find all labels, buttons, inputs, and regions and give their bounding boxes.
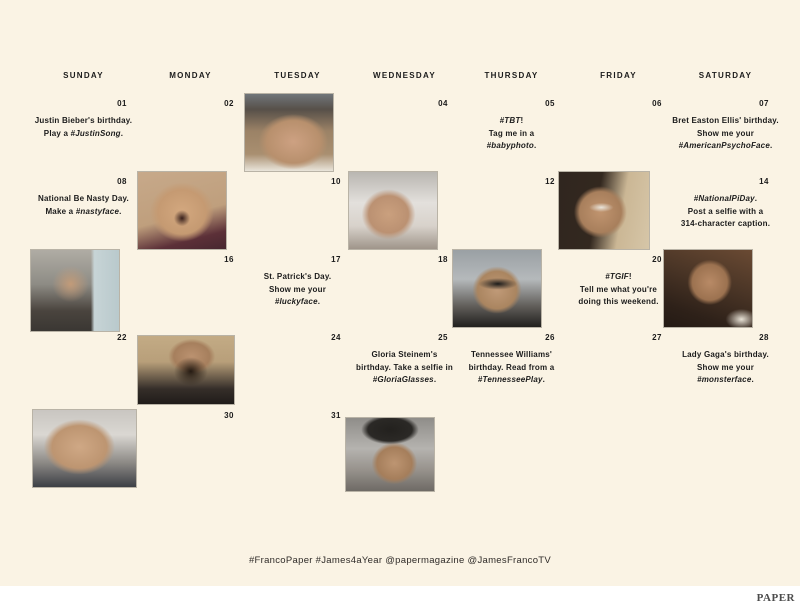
hashtag-text: #TBT bbox=[499, 116, 521, 125]
hashtag-text: #JustinSong bbox=[70, 128, 121, 138]
day-number: 16 bbox=[224, 255, 234, 264]
day-header-sunday: SUNDAY bbox=[63, 71, 104, 80]
caption-text: . bbox=[751, 375, 754, 384]
selfie-photo bbox=[663, 249, 753, 328]
caption-text: Post a selfie with a bbox=[687, 206, 764, 216]
day-number: 06 bbox=[652, 99, 662, 108]
calendar-cell-photo bbox=[351, 171, 458, 249]
caption-line bbox=[458, 362, 565, 375]
day-header-wednesday: WEDNESDAY bbox=[373, 71, 436, 80]
hashtag-text: #TennesseePlay bbox=[477, 375, 543, 384]
hashtag-text: #babyphoto bbox=[486, 141, 534, 150]
day-number: 12 bbox=[545, 177, 555, 186]
calendar-cell-18 bbox=[351, 249, 458, 327]
caption-text: Gloria Steinem's bbox=[371, 350, 438, 359]
caption-line bbox=[244, 284, 351, 297]
day-header-tuesday: TUESDAY bbox=[274, 71, 321, 80]
caption-line bbox=[672, 140, 779, 153]
day-number: 04 bbox=[438, 99, 448, 108]
caption-line bbox=[458, 140, 565, 153]
day-number: 28 bbox=[759, 333, 769, 342]
calendar-cell-04 bbox=[351, 93, 458, 171]
caption-text: . bbox=[754, 194, 758, 203]
caption-text: National Be Nasty Day. bbox=[38, 194, 129, 203]
calendar-cell-photo bbox=[351, 405, 458, 483]
day-header-friday: FRIDAY bbox=[600, 71, 637, 80]
selfie-photo bbox=[137, 335, 235, 405]
calendar-cell-photo bbox=[137, 171, 244, 249]
calendar-cell-07 bbox=[672, 93, 779, 171]
calendar-cell-empty bbox=[672, 405, 779, 483]
caption-text: Make a bbox=[45, 206, 76, 216]
caption-line bbox=[351, 362, 458, 375]
day-number: 10 bbox=[331, 177, 341, 186]
caption-line bbox=[30, 193, 137, 206]
caption-line bbox=[458, 374, 565, 387]
calendar-cell-30 bbox=[137, 405, 244, 483]
caption-text: Show me your bbox=[696, 128, 755, 138]
calendar-cell-02 bbox=[137, 93, 244, 171]
day-number: 25 bbox=[438, 333, 448, 342]
day-number: 22 bbox=[117, 333, 127, 342]
caption-text: . bbox=[120, 128, 124, 138]
calendar-cell-08 bbox=[30, 171, 137, 249]
paper-logo: PAPER bbox=[756, 592, 795, 604]
caption-text: Tag me in a bbox=[488, 128, 535, 138]
selfie-photo bbox=[348, 171, 438, 250]
caption-line bbox=[351, 374, 458, 387]
caption-line bbox=[244, 296, 351, 309]
caption-line bbox=[672, 349, 779, 362]
calendar-cell-24 bbox=[244, 327, 351, 405]
caption-line bbox=[672, 193, 779, 206]
hashtag-text: #monsterface bbox=[697, 375, 752, 384]
footer-hashtags: #FrancoPaper #James4aYear @papermagazine @JamesFrancoTV bbox=[248, 555, 552, 566]
calendar-cell-28 bbox=[672, 327, 779, 405]
calendar-cell-photo bbox=[30, 405, 137, 483]
caption-line bbox=[672, 115, 779, 128]
day-number: 14 bbox=[759, 177, 769, 186]
caption-line bbox=[565, 296, 672, 309]
hashtag-text: #GloriaGlasses bbox=[372, 375, 434, 384]
day-number: 07 bbox=[759, 99, 769, 108]
caption-line bbox=[351, 349, 458, 362]
day-header-thursday: THURSDAY bbox=[484, 71, 539, 80]
caption-line bbox=[244, 271, 351, 284]
caption-line bbox=[672, 128, 779, 141]
day-header-monday: MONDAY bbox=[169, 71, 212, 80]
calendar-cell-26 bbox=[458, 327, 565, 405]
caption-text: ! bbox=[520, 116, 524, 125]
caption-line bbox=[30, 128, 137, 141]
calendar-cell-25 bbox=[351, 327, 458, 405]
calendar-grid bbox=[30, 93, 779, 483]
caption-text: Justin Bieber's birthday. bbox=[34, 116, 133, 125]
caption-text: . bbox=[119, 206, 122, 216]
hashtag-text: #luckyface bbox=[274, 297, 318, 306]
calendar-cell-27 bbox=[565, 327, 672, 405]
day-number: 26 bbox=[545, 333, 555, 342]
calendar-cell-empty bbox=[565, 405, 672, 483]
caption-text: . bbox=[317, 297, 321, 306]
caption-line bbox=[30, 206, 137, 219]
caption-text: . bbox=[542, 375, 546, 384]
day-number: 30 bbox=[224, 411, 234, 420]
calendar-cell-photo bbox=[244, 93, 351, 171]
calendar-cell-empty bbox=[458, 405, 565, 483]
day-number: 17 bbox=[331, 255, 341, 264]
calendar-cell-14 bbox=[672, 171, 779, 249]
hashtag-text: #NationalPiDay bbox=[693, 194, 755, 203]
selfie-photo bbox=[345, 417, 435, 492]
day-number: 20 bbox=[652, 255, 662, 264]
day-number: 05 bbox=[545, 99, 555, 108]
caption-text: Show me your bbox=[696, 362, 755, 372]
caption-line bbox=[672, 362, 779, 375]
caption-text: ! bbox=[628, 272, 632, 281]
caption-text: Play a bbox=[43, 128, 71, 138]
selfie-photo bbox=[558, 171, 650, 250]
calendar-cell-01 bbox=[30, 93, 137, 171]
caption-text: Show me your bbox=[268, 284, 327, 294]
calendar-cell-10 bbox=[244, 171, 351, 249]
caption-text: . bbox=[533, 141, 537, 150]
caption-line bbox=[30, 115, 137, 128]
caption-text: birthday. Read from a bbox=[468, 362, 555, 372]
selfie-photo bbox=[452, 249, 542, 328]
day-number: 24 bbox=[331, 333, 341, 342]
caption-line bbox=[565, 284, 672, 297]
calendar-cell-20 bbox=[565, 249, 672, 327]
calendar-cell-photo bbox=[458, 249, 565, 327]
day-header-row bbox=[30, 71, 779, 80]
caption-line bbox=[672, 206, 779, 219]
caption-text: St. Patrick's Day. bbox=[263, 272, 332, 281]
calendar-cell-photo bbox=[565, 171, 672, 249]
caption-text: Tell me what you're bbox=[579, 284, 658, 294]
day-number: 08 bbox=[117, 177, 127, 186]
calendar-cell-16 bbox=[137, 249, 244, 327]
caption-text: birthday. Take a selfie in bbox=[356, 362, 453, 372]
caption-text: Bret Easton Ellis' birthday. bbox=[672, 116, 779, 125]
calendar-cell-photo bbox=[137, 327, 244, 405]
calendar-cell-05 bbox=[458, 93, 565, 171]
calendar-cell-12 bbox=[458, 171, 565, 249]
day-number: 27 bbox=[652, 333, 662, 342]
caption-line bbox=[565, 271, 672, 284]
caption-line bbox=[458, 115, 565, 128]
calendar-cell-17 bbox=[244, 249, 351, 327]
selfie-photo bbox=[32, 409, 137, 488]
day-number: 02 bbox=[224, 99, 234, 108]
caption-text: . bbox=[433, 375, 437, 384]
caption-line bbox=[672, 218, 779, 231]
hashtag-text: #AmericanPsychoFace bbox=[678, 141, 770, 150]
selfie-photo bbox=[30, 249, 120, 332]
hashtag-text: #nastyface bbox=[75, 206, 120, 216]
brand-bar bbox=[0, 586, 800, 607]
caption-text: . bbox=[769, 141, 773, 150]
caption-text: Tennessee Williams' bbox=[470, 350, 553, 359]
calendar-cell-photo bbox=[30, 249, 137, 327]
caption-line bbox=[458, 128, 565, 141]
calendar-cell-photo bbox=[672, 249, 779, 327]
caption-line bbox=[672, 374, 779, 387]
calendar-cell-31 bbox=[244, 405, 351, 483]
calendar-cell-22 bbox=[30, 327, 137, 405]
day-header-saturday: SATURDAY bbox=[698, 71, 753, 80]
selfie-photo bbox=[137, 171, 227, 250]
selfie-photo bbox=[244, 93, 334, 172]
caption-text: Lady Gaga's birthday. bbox=[682, 350, 769, 359]
caption-line bbox=[458, 349, 565, 362]
caption-text: 314-character caption. bbox=[680, 219, 771, 228]
day-number: 31 bbox=[331, 411, 341, 420]
hashtag-text: #TGIF bbox=[605, 272, 629, 281]
day-number: 18 bbox=[438, 255, 448, 264]
day-number: 01 bbox=[117, 99, 127, 108]
calendar-cell-06 bbox=[565, 93, 672, 171]
caption-text: doing this weekend. bbox=[578, 297, 659, 306]
